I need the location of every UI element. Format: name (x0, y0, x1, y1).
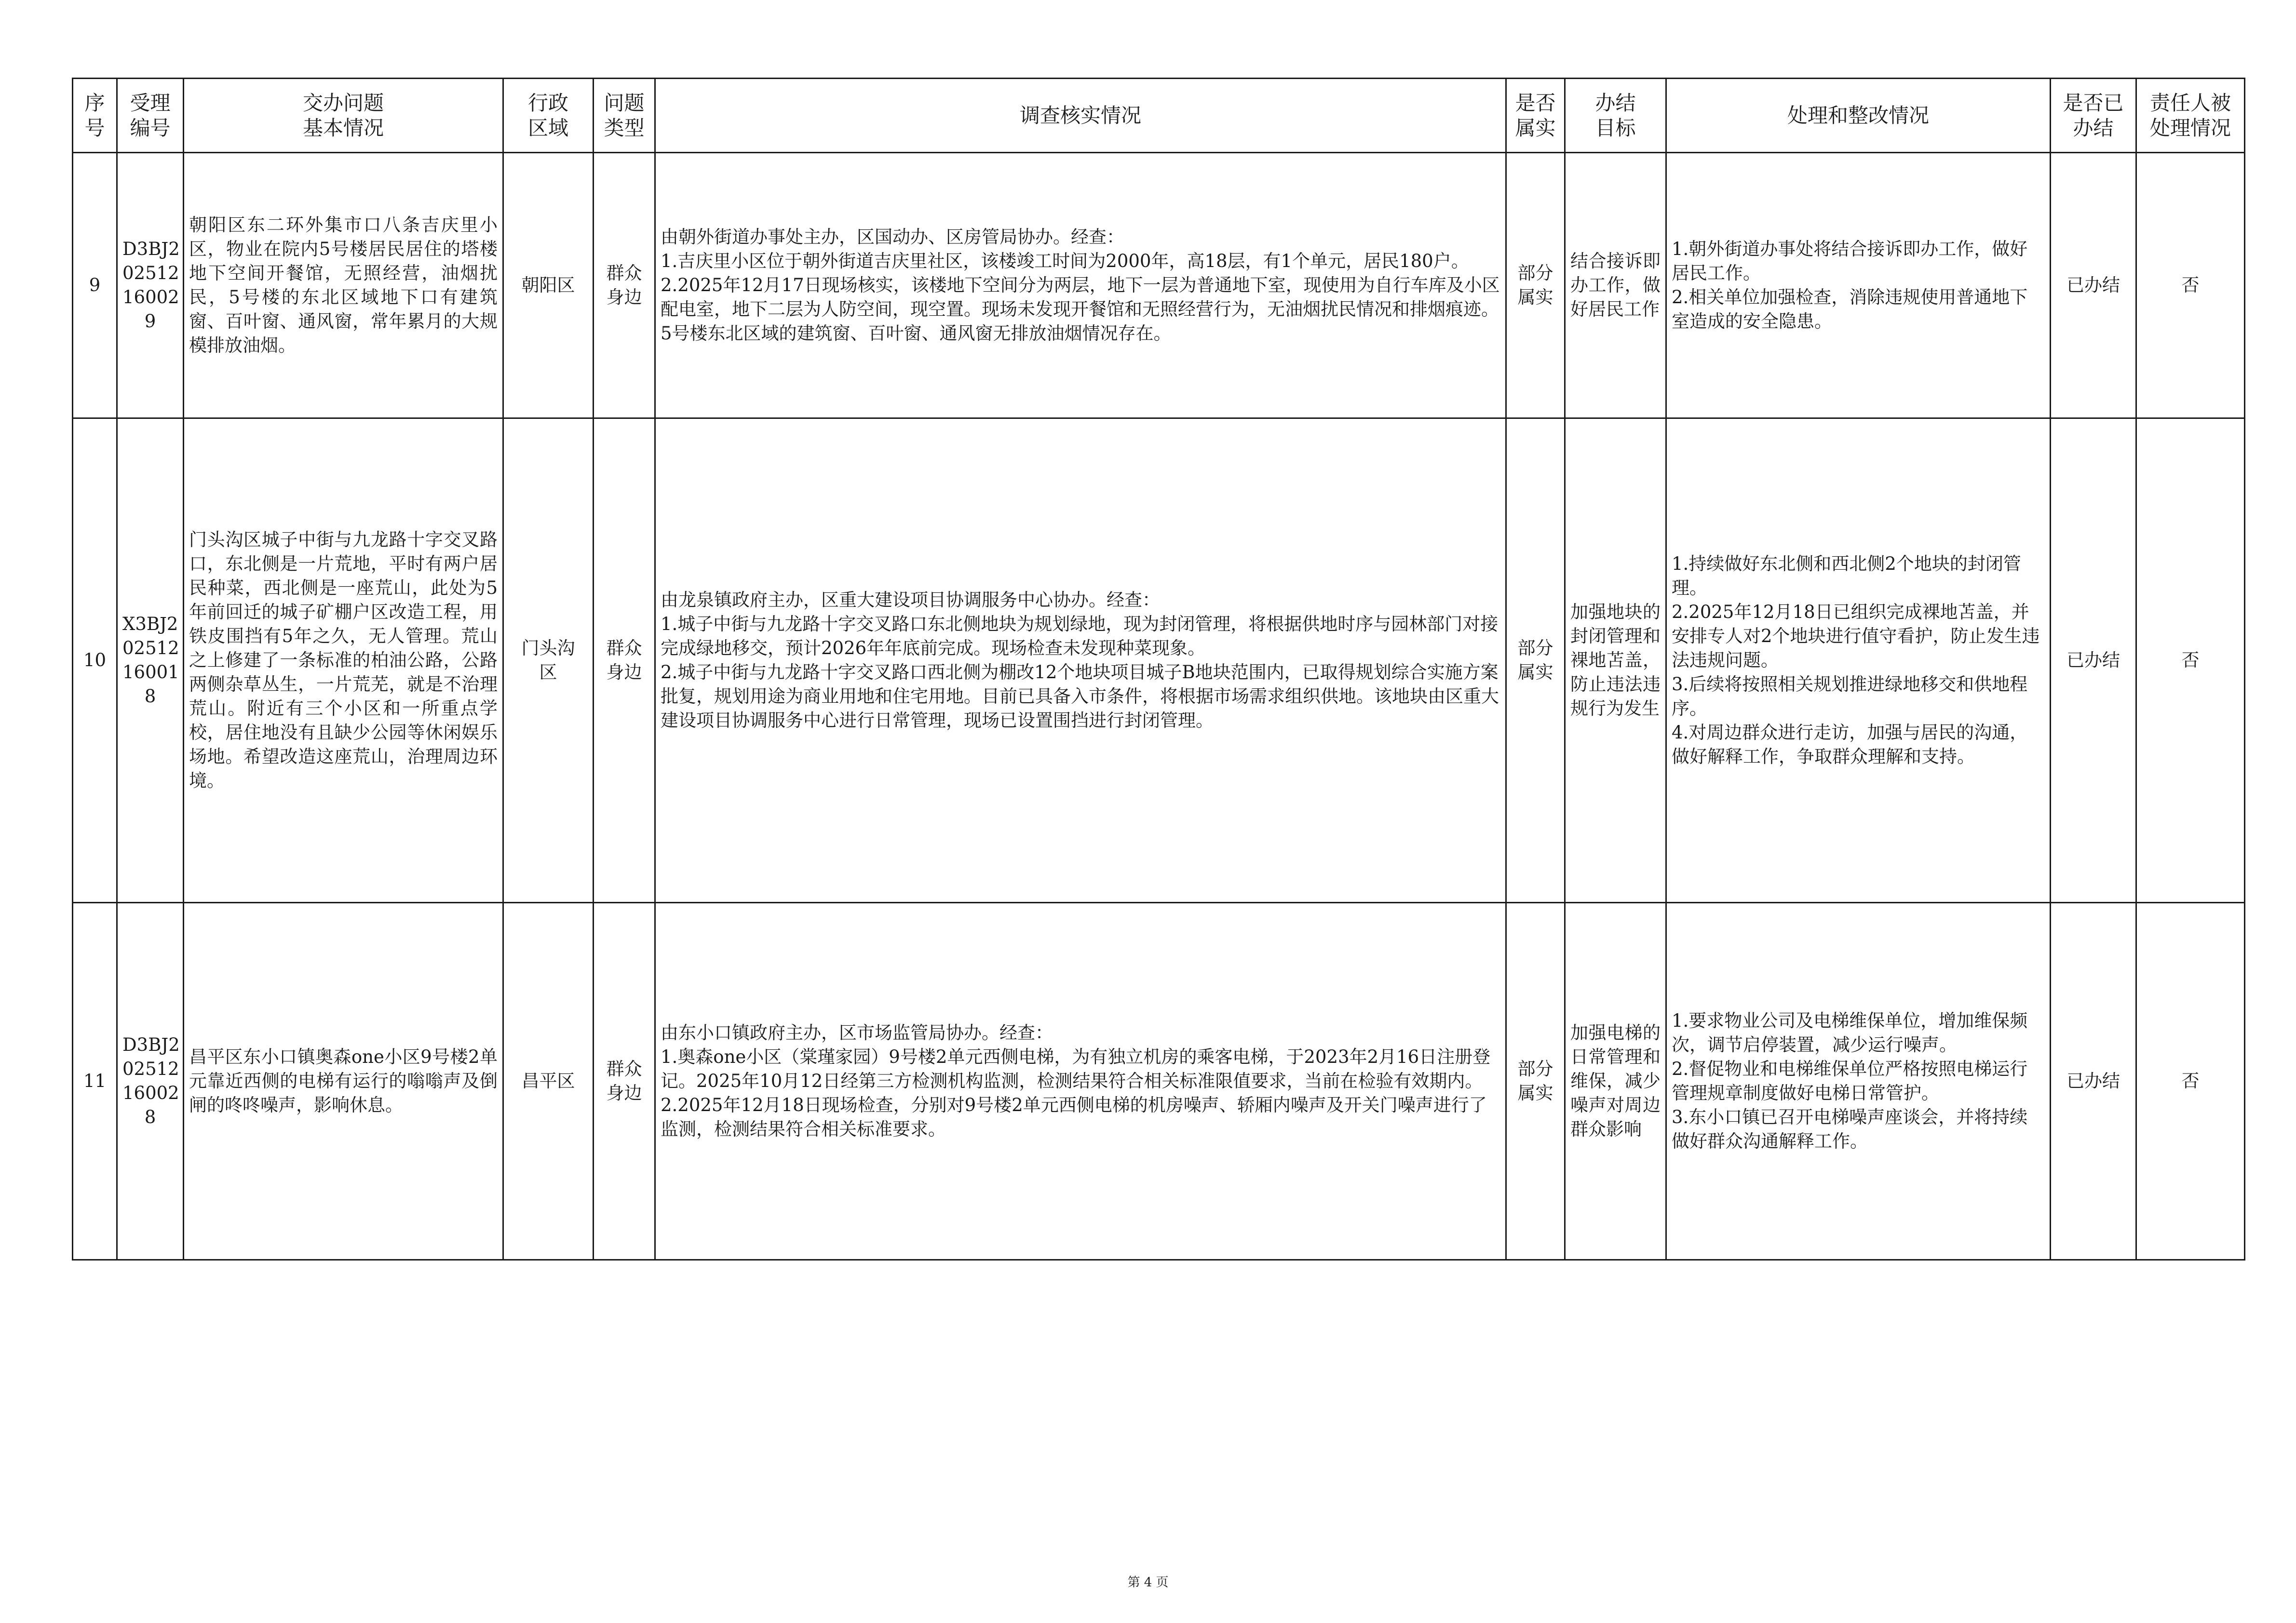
header-id: 受理 编号 (117, 79, 184, 153)
header-handling: 处理和整改情况 (1666, 79, 2051, 153)
table-header-row (73, 79, 2245, 153)
row-accountability: 否 (2136, 153, 2245, 418)
row-id: X3BJ2 02512 16001 8 (117, 418, 184, 903)
row-problem: 门头沟区城子中街与九龙路十字交叉路口，东北侧是一片荒地，平时有两户居民种菜，西北侧是一座荒山，此处为5年前回迁的城子矿棚户区改造工程，用铁皮围挡有5年之久，无人管理。荒山之上修建了一条标准的柏油公路，公路两侧杂草丛生，一片荒芜，就是不治理荒山。附近有三个小区和一所重点学校，居住地没有且缺少公园等休闲娱乐场地。希望改造这座荒山，治理周边环境。 (184, 418, 503, 903)
row-investigation: 由东小口镇政府主办，区市场监管局协办。经查： 1.奥森one小区（棠瑾家园）9号楼2单元西侧电梯，为有独立机房的乘客电梯，于2023年2月16日注册登记。2025年10月12日经第三方检测机构监测，检测结果符合相关标准限值要求，当前在检验有效期内。 2.2025年12月18日现场检查，分别对9号楼2单元西侧电梯的机房噪声、轿厢内噪声及开关门噪声进行了监测，检测结果符合相关标准要求。 (655, 903, 1506, 1260)
row-true: 部分 属实 (1506, 903, 1565, 1260)
row-done: 已办结 (2051, 903, 2136, 1260)
row-handling: 1.持续做好东北侧和西北侧2个地块的封闭管理。 2.2025年12月18日已组织完成裸地苫盖，并安排专人对2个地块进行值守看护，防止发生违法违规问题。 3.后续将按照相关规划推进绿地移交和供地程序。 4.对周边群众进行走访，加强与居民的沟通，做好解释工作，争取群众理解和支持。 (1666, 418, 2051, 903)
header-true: 是否 属实 (1506, 79, 1565, 153)
complaint-table (72, 78, 2245, 1261)
page-number: 第 4 页 (1127, 1575, 1169, 1590)
row-type: 群众 身边 (594, 418, 655, 903)
row-investigation: 由朝外街道办事处主办，区国动办、区房管局协办。经查： 1.吉庆里小区位于朝外街道吉庆里社区，该楼竣工时间为2000年，高18层，有1个单元，居民180户。 2.2025年12月17日现场核实，该楼地下空间分为两层，地下一层为普通地下室，现使用为自行车库及小区配电室，地下二层为人防空间，现空置。现场未发现开餐馆和无照经营行为，无油烟扰民情况和排烟痕迹。5号楼东北区域的建筑窗、百叶窗、通风窗无排放油烟情况存在。 (655, 153, 1506, 418)
header-done: 是否已 办结 (2051, 79, 2136, 153)
row-id: D3BJ2 02512 16002 8 (117, 903, 184, 1260)
row-goal: 结合接诉即办工作，做好居民工作 (1565, 153, 1666, 418)
header-investigation: 调查核实情况 (655, 79, 1506, 153)
table-row (73, 418, 2245, 903)
row-handling: 1.朝外街道办事处将结合接诉即办工作，做好居民工作。 2.相关单位加强检查，消除违规使用普通地下室造成的安全隐患。 (1666, 153, 2051, 418)
row-handling: 1.要求物业公司及电梯维保单位，增加维保频次，调节启停装置，减少运行噪声。 2.督促物业和电梯维保单位严格按照电梯运行管理规章制度做好电梯日常管护。 3.东小口镇已召开电梯噪声座谈会，并将持续做好群众沟通解释工作。 (1666, 903, 2051, 1260)
row-true: 部分 属实 (1506, 418, 1565, 903)
row-id: D3BJ2 02512 16002 9 (117, 153, 184, 418)
row-goal: 加强电梯的日常管理和维保，减少噪声对周边群众影响 (1565, 903, 1666, 1260)
row-goal: 加强地块的封闭管理和裸地苫盖，防止违法违规行为发生 (1565, 418, 1666, 903)
row-true: 部分 属实 (1506, 153, 1565, 418)
row-type: 群众 身边 (594, 903, 655, 1260)
row-problem: 朝阳区东二环外集市口八条吉庆里小区，物业在院内5号楼居民居住的塔楼地下空间开餐馆，无照经营，油烟扰民，5号楼的东北区域地下口有建筑窗、百叶窗、通风窗，常年累月的大规模排放油烟。 (184, 153, 503, 418)
header-accountability: 责任人被 处理情况 (2136, 79, 2245, 153)
row-district: 门头沟 区 (503, 418, 594, 903)
row-accountability: 否 (2136, 903, 2245, 1260)
row-district: 朝阳区 (503, 153, 594, 418)
table-row (73, 153, 2245, 418)
header-no: 序 号 (73, 79, 117, 153)
header-district: 行政 区域 (503, 79, 594, 153)
row-no: 11 (73, 903, 117, 1260)
header-type: 问题 类型 (594, 79, 655, 153)
row-district: 昌平区 (503, 903, 594, 1260)
row-no: 10 (73, 418, 117, 903)
table-row (73, 903, 2245, 1260)
row-done: 已办结 (2051, 153, 2136, 418)
row-type: 群众 身边 (594, 153, 655, 418)
row-accountability: 否 (2136, 418, 2245, 903)
row-no: 9 (73, 153, 117, 418)
header-problem: 交办问题 基本情况 (184, 79, 503, 153)
row-investigation: 由龙泉镇政府主办，区重大建设项目协调服务中心协办。经查： 1.城子中街与九龙路十字交叉路口东北侧地块为规划绿地，现为封闭管理，将根据供地时序与园林部门对接完成绿地移交，预计2026年年底前完成。现场检查未发现种菜现象。 2.城子中街与九龙路十字交叉路口西北侧为棚改12个地块项目城子B地块范围内，已取得规划综合实施方案批复，规划用途为商业用地和住宅用地。目前已具备入市条件，将根据市场需求组织供地。该地块由区重大建设项目协调服务中心进行日常管理，现场已设置围挡进行封闭管理。 (655, 418, 1506, 903)
row-done: 已办结 (2051, 418, 2136, 903)
row-problem: 昌平区东小口镇奥森one小区9号楼2单元靠近西侧的电梯有运行的嗡嗡声及倒闸的咚咚噪声，影响休息。 (184, 903, 503, 1260)
header-goal: 办结 目标 (1565, 79, 1666, 153)
